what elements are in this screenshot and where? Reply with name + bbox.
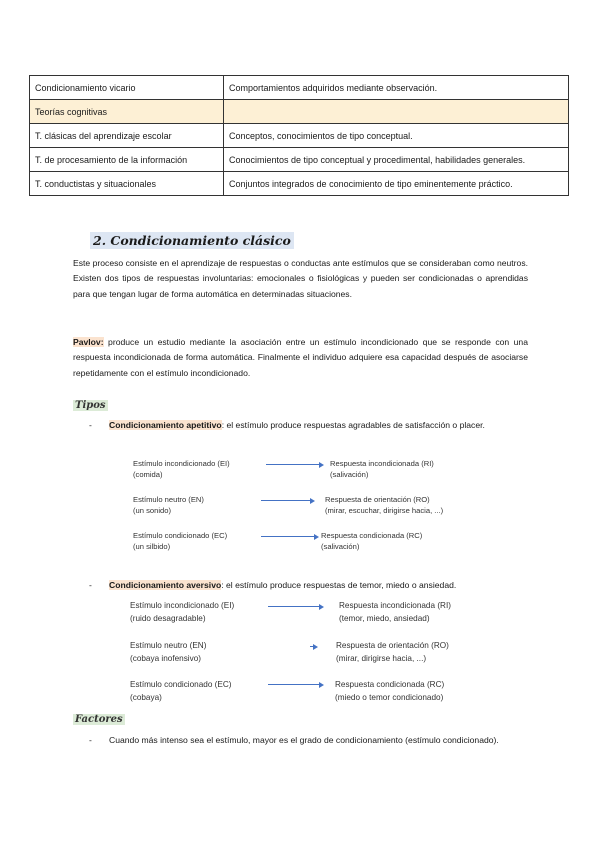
diagram-label: Estímulo incondicionado (EI) (130, 601, 235, 610)
apetitivo-desc: : el estímulo produce respuestas agradables de satisfacción o placer. (221, 420, 485, 430)
diagram-sublabel: (un sonido) (133, 506, 171, 515)
apetitivo-diagram-left-2 (133, 494, 204, 516)
diagram-sublabel: (un silbido) (133, 542, 171, 551)
table-cell: T. clásicas del aprendizaje escolar (30, 124, 224, 148)
diagram-label: Respuesta condicionada (RC) (335, 680, 445, 689)
diagram-sublabel: (mirar, dirigirse hacia, ...) (336, 654, 427, 663)
aversivo-diagram-left-2 (130, 639, 206, 665)
aversivo-diagram-right-3 (335, 678, 444, 704)
aversivo-diagram-right-2 (336, 639, 449, 665)
diagram-label: Estímulo condicionado (EC) (133, 531, 228, 540)
apetitivo-diagram-right-1 (330, 458, 434, 480)
diagram-sublabel: (mirar, escuchar, dirigirse hacia, ...) (325, 506, 444, 515)
table-row (30, 148, 569, 172)
aversivo-diagram-left-1 (130, 599, 234, 625)
table-cell: Teorías cognitivas (30, 100, 224, 124)
diagram-label: Respuesta condicionada (RC) (321, 531, 423, 540)
table-cell: T. conductistas y situacionales (30, 172, 224, 196)
table-cell: Conceptos, conocimientos de tipo conceptual. (224, 124, 569, 148)
diagram-label: Respuesta de orientación (RO) (325, 495, 430, 504)
aversivo-bullet (89, 578, 529, 593)
bullet-dash: - (89, 420, 92, 430)
diagram-sublabel: (temor, miedo, ansiedad) (339, 614, 430, 623)
apetitivo-diagram-left-1 (133, 458, 230, 480)
arrow-icon (266, 464, 320, 465)
diagram-sublabel: (comida) (133, 470, 163, 479)
arrow-icon (310, 646, 314, 647)
table-cell: Condicionamiento vicario (30, 76, 224, 100)
section-title: 2. Condicionamiento clásico (90, 232, 294, 249)
diagram-label: Estímulo incondicionado (EI) (133, 459, 230, 468)
arrow-icon (268, 606, 320, 607)
factores-bullet (89, 733, 529, 748)
bullet-text (109, 418, 529, 433)
diagram-label: Respuesta de orientación (RO) (336, 641, 449, 650)
table-cell: Conjuntos integrados de conocimiento de tipo eminentemente práctico. (224, 172, 569, 196)
table-cell: Comportamientos adquiridos mediante observación. (224, 76, 569, 100)
diagram-label: Estímulo condicionado (EC) (130, 680, 232, 689)
apetitivo-term: Condicionamiento apetitivo (109, 420, 222, 430)
table-row (30, 172, 569, 196)
intro-paragraph: Este proceso consiste en el aprendizaje de respuestas o conductas ante estímulos que se consideraban como neutros. Existen dos tipos de respuestas involuntarias: emocionales o fisiológicas y pueden ser condicionadas o aprendidas para que tengan lugar de forma automática en determinadas situaciones. (73, 258, 528, 299)
diagram-label: Respuesta incondicionada (RI) (339, 601, 451, 610)
arrow-icon (268, 684, 320, 685)
table-cell: Conocimientos de tipo conceptual y procedimental, habilidades generales. (224, 148, 569, 172)
bullet-dash: - (89, 735, 92, 745)
apetitivo-diagram-left-3 (133, 530, 227, 552)
pavlov-paragraph (73, 335, 528, 381)
diagram-sublabel: (cobaya) (130, 693, 162, 702)
table-row (30, 124, 569, 148)
pavlov-label: Pavlov: (73, 337, 104, 347)
diagram-label: Estímulo neutro (EN) (130, 641, 207, 650)
tipos-heading: Tipos (75, 400, 106, 411)
diagram-sublabel: (ruido desagradable) (130, 614, 206, 623)
diagram-sublabel: (cobaya inofensivo) (130, 654, 201, 663)
table-cell (224, 100, 569, 124)
diagram-sublabel: (salivación) (330, 470, 369, 479)
table-row (30, 100, 569, 124)
aversivo-diagram-right-1 (339, 599, 451, 625)
bullet-dash: - (89, 580, 92, 590)
table-row (30, 76, 569, 100)
bullet-text (109, 578, 529, 593)
aversivo-desc: : el estímulo produce respuestas de temor, miedo o ansiedad. (221, 580, 457, 590)
apetitivo-diagram-right-3 (321, 530, 422, 552)
learning-types-table (29, 75, 569, 196)
diagram-label: Respuesta incondicionada (RI) (330, 459, 434, 468)
diagram-sublabel: (miedo o temor condicionado) (335, 693, 444, 702)
apetitivo-bullet (89, 418, 529, 433)
aversivo-diagram-left-3 (130, 678, 231, 704)
arrow-icon (261, 500, 311, 501)
pavlov-text: produce un estudio mediante la asociación entre un estímulo incondicionado que se responde con una respuesta incondicionada de forma automática. Finalmente el individuo adquiere esa capacidad después de asociarse repetidamente con el estímulo incondicionado. (73, 337, 528, 378)
factores-heading: Factores (75, 714, 123, 725)
arrow-icon (261, 536, 315, 537)
apetitivo-diagram-right-2 (325, 494, 443, 516)
bullet-text: Cuando más intenso sea el estímulo, mayor es el grado de condicionamiento (estímulo condicionado). (109, 735, 499, 745)
diagram-label: Estímulo neutro (EN) (133, 495, 204, 504)
aversivo-term: Condicionamiento aversivo (109, 580, 222, 590)
table-cell: T. de procesamiento de la información (30, 148, 224, 172)
diagram-sublabel: (salivación) (321, 542, 360, 551)
